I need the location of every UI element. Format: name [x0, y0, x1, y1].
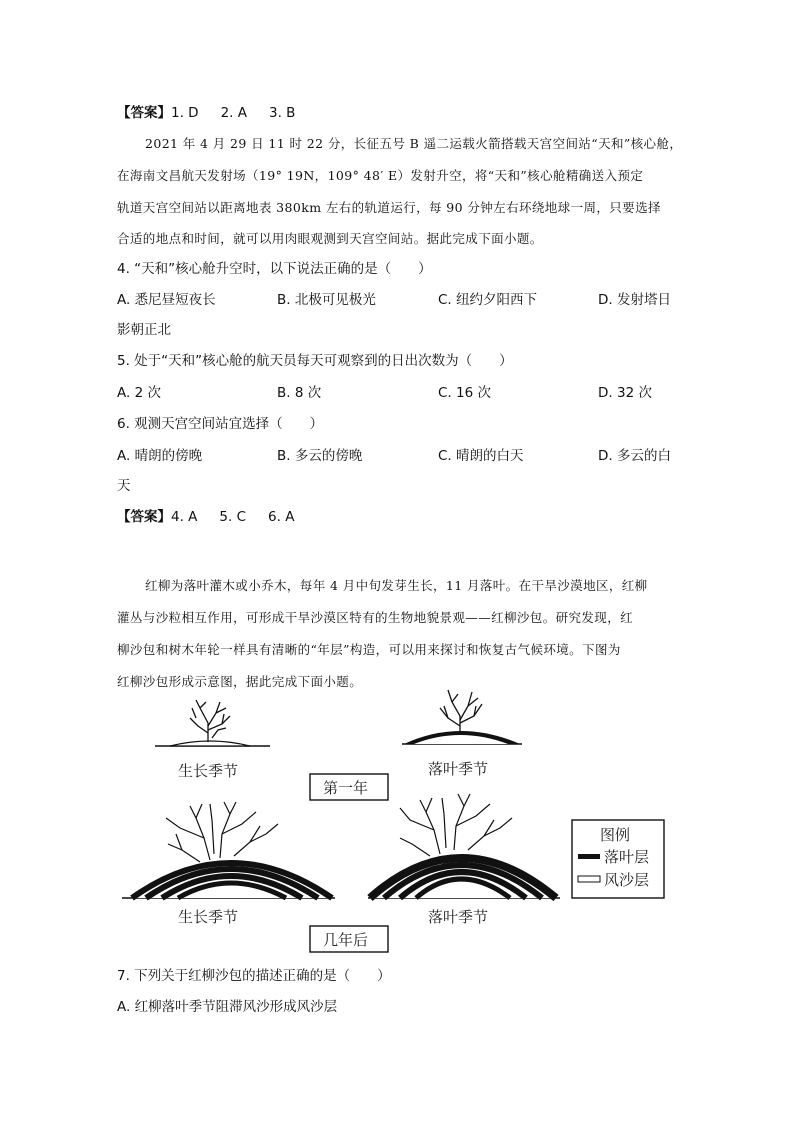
passage2-line: 红柳沙包形成示意图，据此完成下面小题。: [117, 674, 363, 689]
years-later-growing-illustration: [122, 802, 335, 898]
shrub-icon: [190, 700, 230, 742]
legend-title: 图例: [600, 826, 631, 844]
passage2-line: 柳沙包和树木年轮一样具有清晰的“年层”构造，可以用来探讨和恢复古气候环境。下图为: [117, 642, 621, 657]
q4-option-a: A. 悉尼昼短夜长: [117, 292, 216, 308]
shrub-icon: [400, 794, 512, 856]
year1-growing-illustration: [155, 700, 270, 746]
question-5-stem: 5. 处于“天和”核心舱的航天员每天可观察到的日出次数为（ ）: [117, 353, 513, 369]
answer-item: 6. A: [268, 509, 295, 525]
passage1-line: 轨道天宫空间站以距离地表 380km 左右的轨道运行，每 90 分钟左右环绕地球一周，只要选择: [117, 200, 661, 215]
question-4-stem: 4. “天和”核心舱升空时，以下说法正确的是（ ）: [117, 261, 432, 277]
q4-option-d-continuation: 影朝正北: [117, 322, 171, 338]
year1-label: 第一年: [323, 779, 369, 797]
bottom-right-season-label: 落叶季节: [428, 908, 489, 926]
q4-option-c: C. 纽约夕阳西下: [438, 292, 538, 308]
answer-item: 3. B: [269, 105, 296, 121]
answer-item: 5. C: [219, 509, 247, 525]
bottom-left-season-label: 生长季节: [178, 908, 239, 926]
q7-option-a: A. 红柳落叶季节阻滞风沙形成风沙层: [117, 999, 338, 1015]
year1-leaffall-illustration: [402, 690, 522, 744]
answer-line-2: [117, 507, 294, 527]
tamarisk-mound-diagram: [110, 678, 690, 958]
q6-option-d-continuation: 天: [117, 478, 131, 494]
q6-option-b: B. 多云的傍晚: [277, 448, 363, 464]
legend-leaf-swatch: [578, 854, 600, 859]
years-later-leaffall-illustration: [368, 794, 560, 898]
question-6-stem: 6. 观测天宫空间站宜选择（ ）: [117, 416, 324, 432]
answer-item: 1. D: [171, 105, 199, 121]
answer-line-1: [117, 103, 295, 123]
q4-option-d: D. 发射塔日: [598, 292, 671, 308]
answer-item: 2. A: [220, 105, 247, 121]
legend-sand-swatch: [578, 876, 600, 882]
shrub-icon: [166, 802, 278, 862]
q6-option-d: D. 多云的白: [598, 448, 671, 464]
legend: [572, 820, 664, 898]
passage1-line: 合适的地点和时间，就可以用肉眼观测到天宫空间站。据此完成下面小题。: [117, 231, 543, 246]
q5-option-d: D. 32 次: [598, 385, 652, 401]
answer-tag: 【答案】: [117, 509, 171, 525]
passage2-line: 红柳为落叶灌木或小乔木，每年 4 月中旬发芽生长，11 月落叶。在干旱沙漠地区，红柳: [145, 578, 648, 593]
passage1-line: 2021 年 4 月 29 日 11 时 22 分，长征五号 B 遥二运载火箭搭载天宫空间站“天和”核心舱，: [145, 136, 683, 151]
years-later-label: 几年后: [323, 931, 369, 949]
q5-option-c: C. 16 次: [438, 385, 491, 401]
top-right-season-label: 落叶季节: [428, 760, 489, 778]
passage2-line: 灌丛与沙粒相互作用，可形成干旱沙漠区特有的生物地貌景观——红柳沙包。研究发现，红: [117, 610, 634, 625]
passage1-line: 在海南文昌航天发射场（19° 19N，109° 48′ E）发射升空，将“天和”核心舱精确送入预定: [117, 168, 644, 183]
q4-option-b: B. 北极可见极光: [277, 292, 376, 308]
legend-sand-label: 风沙层: [604, 871, 650, 889]
shrub-icon: [440, 690, 482, 734]
q5-option-b: B. 8 次: [277, 385, 322, 401]
top-left-season-label: 生长季节: [178, 762, 239, 780]
answer-tag: 【答案】: [117, 105, 171, 121]
legend-leaf-label: 落叶层: [604, 848, 650, 866]
q5-option-a: A. 2 次: [117, 385, 161, 401]
question-7-stem: 7. 下列关于红柳沙包的描述正确的是（ ）: [117, 968, 391, 984]
q6-option-a: A. 晴朗的傍晚: [117, 448, 203, 464]
q6-option-c: C. 晴朗的白天: [438, 448, 524, 464]
answer-item: 4. A: [171, 509, 198, 525]
